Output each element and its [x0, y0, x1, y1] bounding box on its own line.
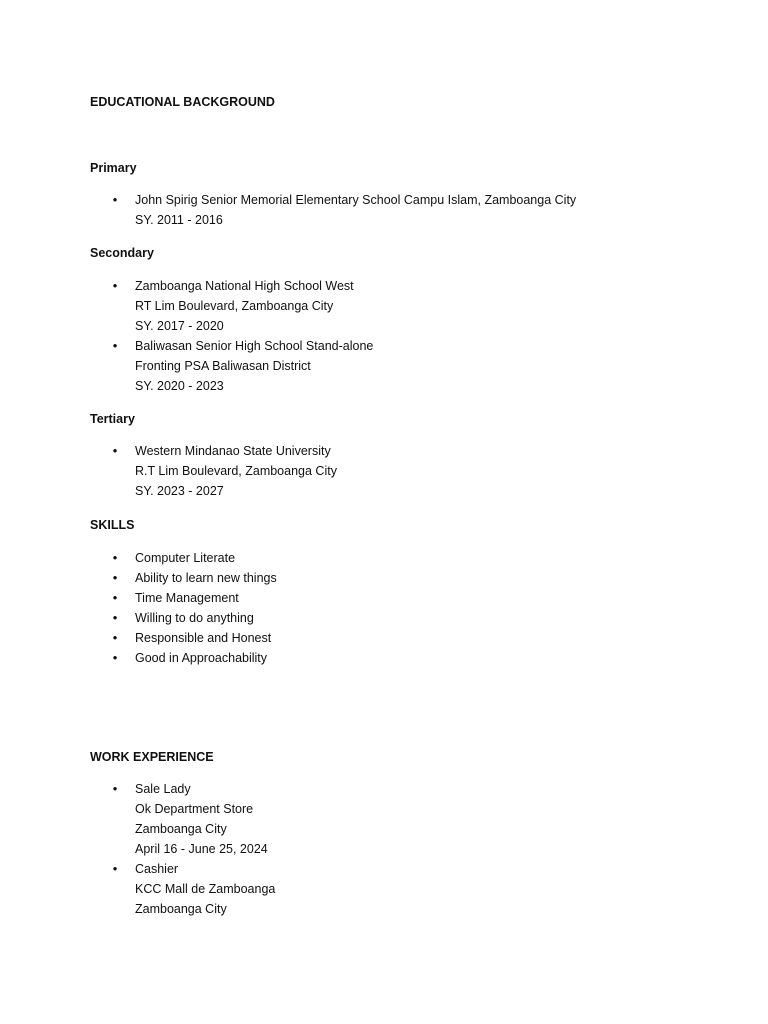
list-item-line: John Spirig Senior Memorial Elementary School Campu Islam, Zamboanga City — [135, 193, 577, 207]
bullet-icon: • — [112, 630, 118, 645]
list-item-line: April 16 - June 25, 2024 — [135, 842, 268, 856]
list-item-line: R.T Lim Boulevard, Zamboanga City — [135, 464, 337, 478]
list-item-line: Western Mindanao State University — [135, 444, 331, 458]
work-heading: WORK EXPERIENCE — [90, 750, 214, 764]
list-item-line: Computer Literate — [135, 551, 236, 565]
work-list — [90, 779, 690, 919]
education-heading: EDUCATIONAL BACKGROUND — [90, 95, 275, 109]
skills-heading: SKILLS — [90, 518, 135, 532]
bullet-icon: • — [112, 861, 118, 876]
tertiary-heading: Tertiary — [90, 412, 135, 426]
list-item — [90, 779, 690, 859]
list-item-line: Responsible and Honest — [135, 631, 272, 645]
tertiary-list — [90, 441, 690, 501]
secondary-list — [90, 276, 690, 396]
bullet-icon: • — [112, 570, 118, 585]
bullet-icon: • — [112, 192, 118, 207]
bullet-icon: • — [112, 443, 118, 458]
list-item — [90, 548, 690, 568]
list-item — [90, 276, 690, 336]
list-item-line: Good in Approachability — [135, 651, 268, 665]
list-item — [90, 628, 690, 648]
list-item — [90, 859, 690, 919]
bullet-icon: • — [112, 338, 118, 353]
list-item — [90, 588, 690, 608]
list-item-line: SY. 2020 - 2023 — [135, 379, 224, 393]
list-item-line: RT Lim Boulevard, Zamboanga City — [135, 299, 334, 313]
list-item-line: Zamboanga National High School West — [135, 279, 354, 293]
list-item-line: Ok Department Store — [135, 802, 254, 816]
bullet-icon: • — [112, 590, 118, 605]
bullet-icon: • — [112, 278, 118, 293]
list-item-line: Time Management — [135, 591, 239, 605]
list-item-line: KCC Mall de Zamboanga — [135, 882, 276, 896]
list-item-line: Sale Lady — [135, 782, 191, 796]
list-item-line: Cashier — [135, 862, 179, 876]
list-item — [90, 568, 690, 588]
list-item-line: Willing to do anything — [135, 611, 254, 625]
list-item — [90, 608, 690, 628]
list-item-line: SY. 2023 - 2027 — [135, 484, 224, 498]
primary-heading: Primary — [90, 161, 137, 175]
list-item-line: Ability to learn new things — [135, 571, 277, 585]
bullet-icon: • — [112, 650, 118, 665]
skills-list — [90, 548, 690, 668]
list-item — [90, 190, 690, 230]
list-item — [90, 441, 690, 501]
list-item-line: Zamboanga City — [135, 902, 227, 916]
secondary-heading: Secondary — [90, 246, 154, 260]
list-item-line: SY. 2017 - 2020 — [135, 319, 224, 333]
list-item-line: Zamboanga City — [135, 822, 227, 836]
list-item-line: Baliwasan Senior High School Stand-alone — [135, 339, 374, 353]
list-item — [90, 336, 690, 396]
list-item — [90, 648, 690, 668]
bullet-icon: • — [112, 550, 118, 565]
bullet-icon: • — [112, 610, 118, 625]
bullet-icon: • — [112, 781, 118, 796]
list-item-line: Fronting PSA Baliwasan District — [135, 359, 311, 373]
list-item-line: SY. 2011 - 2016 — [135, 213, 223, 227]
primary-list — [90, 190, 690, 230]
